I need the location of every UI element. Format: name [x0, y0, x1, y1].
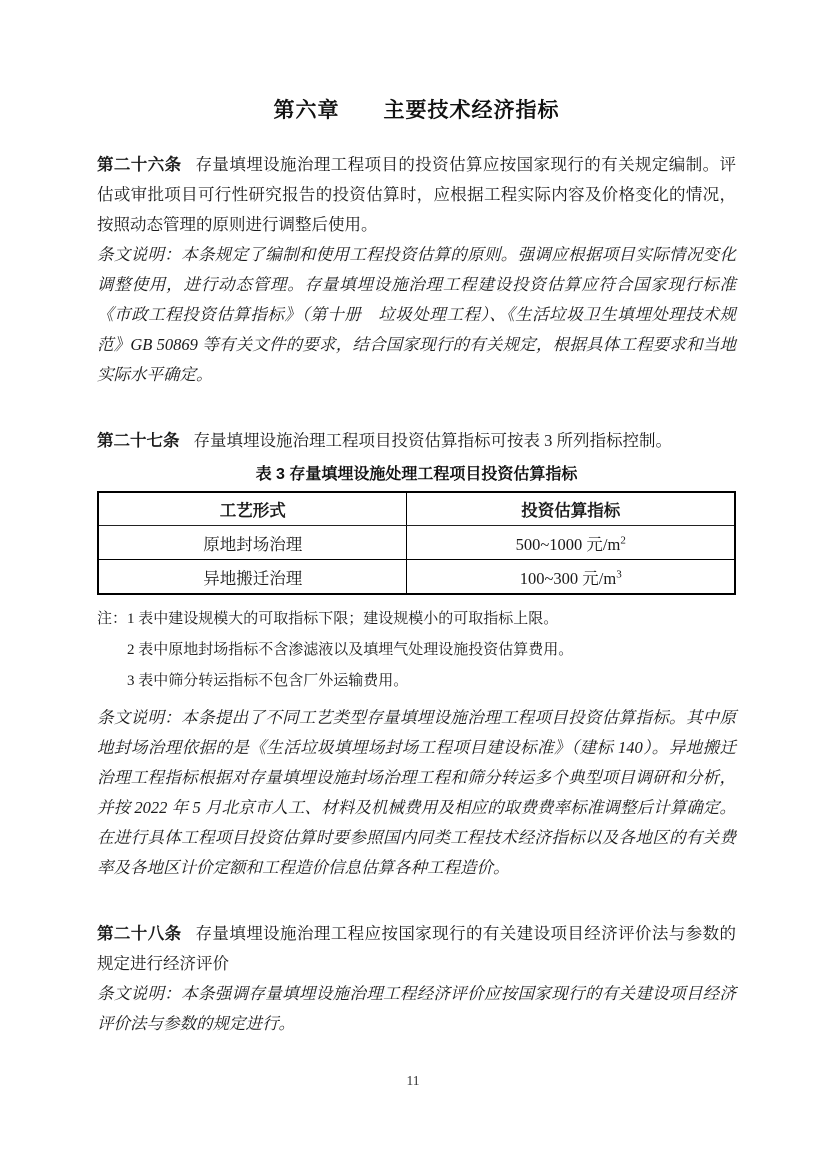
table-note-1: 注：1 表中建设规模大的可取指标下限；建设规模小的可取指标上限。: [97, 611, 559, 627]
indicator-value: 500~1000 元/m: [515, 534, 621, 554]
indicator-value: 100~300 元/m: [519, 568, 617, 588]
article-26-label: 第二十六条: [97, 156, 182, 174]
table-header-row: [98, 492, 735, 526]
table-note-3: 3 表中筛分转运指标不包含厂外运输费用。: [127, 673, 409, 689]
table-notes: [97, 604, 736, 697]
article-28-explanation: 条文说明：本条强调存量填埋设施治理工程经济评价应按国家现行的有关建设项目经济评价法与参数的规定进行。: [97, 984, 736, 1033]
article-28-paragraph: [97, 919, 736, 979]
chapter-title: 第六章 主要技术经济指标: [273, 99, 560, 122]
process-cell: 原地封场治理: [98, 526, 407, 560]
article-27-explanation: 条文说明：本条提出了不同工艺类型存量填埋设施治理工程项目投资估算指标。其中原地封场治理依据的是《生活垃圾填埋场封场工程项目建设标准》（建标 140）。异地搬迁治理工程指标根据对存量填埋设施封场治理工程和筛分转运多个典型项目调研和分析，并按 2022 年 5 月北京市人工、材料及机械费用及相应的取费费率标准调整后计算确定。在进行具体工程项目投资估算时要参照国内同类工程技术经济指标以及各地区的有关费率及各地区计价定额和工程造价信息估算各种工程造价。: [97, 708, 736, 877]
process-cell: 异地搬迁治理: [98, 560, 407, 595]
article-28-text: 存量填埋设施治理工程应按国家现行的有关建设项目经济评价法与参数的规定进行经济评价: [97, 924, 737, 973]
indicator-cell: [407, 526, 735, 560]
table-header-process: 工艺形式: [98, 492, 407, 526]
indicator-unit-superscript: 3: [616, 568, 622, 580]
indicator-unit-superscript: 2: [620, 534, 626, 546]
article-27-paragraph: [97, 426, 736, 456]
article-28-label: 第二十八条: [97, 925, 182, 943]
table-3-caption: 表 3 存量填埋设施处理工程项目投资估算指标: [255, 466, 578, 483]
article-27-label: 第二十七条: [97, 432, 180, 450]
table-row: [98, 560, 735, 595]
article-26-explanation: 条文说明：本条规定了编制和使用工程投资估算的原则。强调应根据项目实际情况变化调整使用，进行动态管理。存量填埋设施治理工程建设投资估算应符合国家现行标准《市政工程投资估算指标》（第十册 垃圾处理工程）、《生活垃圾卫生填埋处理技术规范》GB 50869 等有关文件的要求，结合国家现行的有关规定，根据具体工程要求和当地实际水平确定。: [97, 245, 736, 384]
article-27-text: 存量填埋设施治理工程项目投资估算指标可按表 3 所列指标控制。: [193, 431, 673, 450]
table-header-indicator: 投资估算指标: [407, 492, 735, 526]
page-number: 11: [406, 1073, 420, 1088]
table-note-2: 2 表中原地封场指标不含渗滤液以及填埋气处理设施投资估算费用。: [127, 642, 574, 658]
article-26-text: 存量填埋设施治理工程项目的投资估算应按国家现行的有关规定编制。评估或审批项目可行性研究报告的投资估算时，应根据工程实际内容及价格变化的情况，按照动态管理的原则进行调整后使用。: [97, 155, 737, 234]
table-row: [98, 526, 735, 560]
indicator-cell: [407, 560, 735, 595]
article-26-paragraph: [97, 150, 736, 240]
investment-estimate-table: [97, 491, 736, 595]
